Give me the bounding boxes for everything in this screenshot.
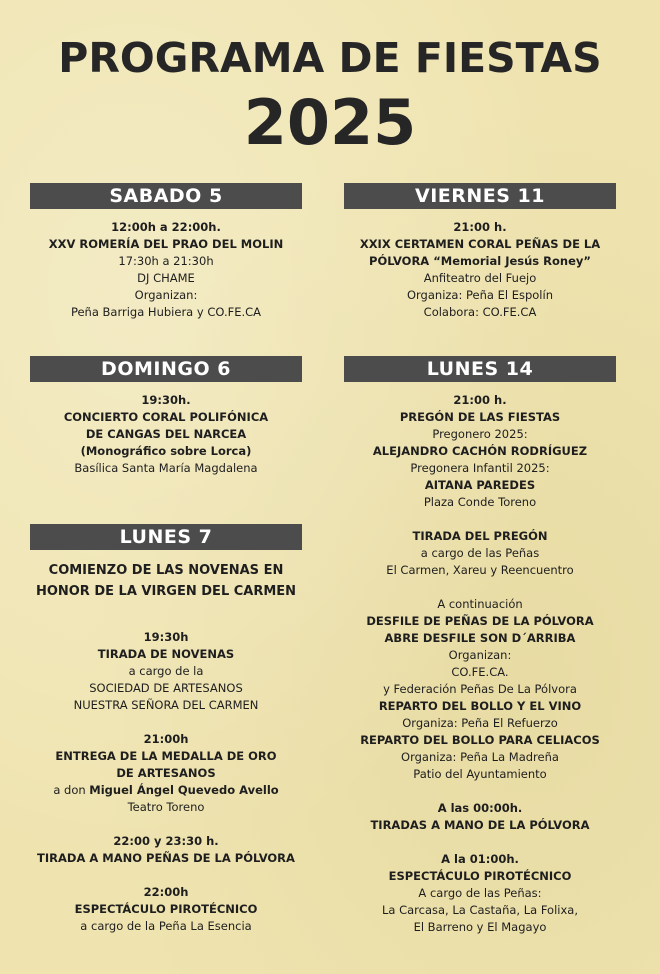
- event-title: CONCIERTO CORAL POLIFÓNICA: [63, 410, 269, 424]
- event-text: Organiza: Peña La Madreña: [401, 750, 559, 764]
- event-text: (Monográfico sobre Lorca): [80, 444, 252, 458]
- event-title: PÓLVORA “Memorial Jesús Roney”: [369, 254, 591, 268]
- section-domingo: [30, 356, 302, 477]
- event-title: PREGÓN DE LAS FIESTAS: [399, 410, 561, 424]
- event-text: CO.FE.CA.: [451, 665, 509, 679]
- event-title: ABRE DESFILE SON D´ARRIBA: [384, 631, 576, 645]
- event-time: 22:00h: [143, 885, 189, 899]
- event-text: Colabora: CO.FE.CA: [423, 305, 537, 319]
- section-sabado: [30, 183, 302, 321]
- section-header: LUNES 14: [344, 356, 616, 382]
- intro-text: HONOR DE LA VIRGEN DEL CARMEN: [35, 584, 297, 599]
- event-text: El Barreno y El Magayo: [413, 920, 547, 934]
- event-title: ENTREGA DE LA MEDALLA DE ORO: [55, 749, 277, 763]
- section-header: SABADO 5: [30, 183, 302, 209]
- event-time: A la 01:00h.: [441, 852, 519, 866]
- event-text: AITANA PAREDES: [424, 478, 536, 492]
- event-text: La Carcasa, La Castaña, La Folixa,: [381, 903, 578, 917]
- event-text: Teatro Toreno: [127, 800, 205, 814]
- event-title: ESPECTÁCULO PIROTÉCNICO: [74, 902, 258, 916]
- event-text: Peña Barriga Hubiera y CO.FE.CA: [70, 305, 262, 319]
- event-title: XXIX CERTAMEN CORAL PEÑAS DE LA: [359, 237, 601, 251]
- event-title: DJ CHAME: [137, 271, 195, 285]
- event-text: Organizan:: [448, 648, 512, 662]
- honoree-name: Miguel Ángel Quevedo Avello: [89, 783, 279, 797]
- event-time: 22:00 y 23:30 h.: [113, 834, 219, 848]
- section-header: VIERNES 11: [344, 183, 616, 209]
- section-header: LUNES 7: [30, 524, 302, 550]
- page-title: PROGRAMA DE FIESTAS: [58, 34, 602, 82]
- event-title: XXV ROMERÍA DEL PRAO DEL MOLIN: [48, 237, 284, 251]
- event-title: TIRADAS A MANO DE LA PÓLVORA: [370, 818, 590, 832]
- event-text: NUESTRA SEÑORA DEL CARMEN: [73, 698, 259, 712]
- event-time: 19:30h.: [141, 393, 191, 407]
- event-time: 19:30h: [143, 630, 189, 644]
- event-time: 12:00h a 22:00h.: [111, 220, 221, 234]
- event-text: SOCIEDAD DE ARTESANOS: [89, 681, 243, 695]
- event-title: ESPECTÁCULO PIROTÉCNICO: [388, 869, 572, 883]
- event-text: A cargo de las Peñas:: [418, 886, 542, 900]
- event-time: 17:30h a 21:30h: [118, 254, 214, 268]
- event-title: DE ARTESANOS: [116, 766, 216, 780]
- section-header: DOMINGO 6: [30, 356, 302, 382]
- event-text: Organiza: Peña El Espolín: [406, 288, 553, 302]
- event-title: DE CANGAS DEL NARCEA: [85, 427, 247, 441]
- event-title: TIRADA A MANO PEÑAS DE LA PÓLVORA: [37, 851, 295, 865]
- event-title: TIRADA DEL PREGÓN: [412, 529, 548, 543]
- event-title: REPARTO DEL BOLLO PARA CELIACOS: [360, 733, 600, 747]
- event-text: a cargo de la Peña La Esencia: [80, 919, 252, 933]
- section-viernes: [344, 183, 616, 321]
- event-text: ALEJANDRO CACHÓN RODRÍGUEZ: [372, 444, 588, 458]
- event-text: Organiza: Peña El Refuerzo: [402, 716, 558, 730]
- event-text: Basílica Santa María Magdalena: [74, 461, 258, 475]
- event-text: Plaza Conde Toreno: [423, 495, 537, 509]
- event-text: y Federación Peñas De La Pólvora: [383, 682, 577, 696]
- event-time: 21:00 h.: [453, 220, 507, 234]
- event-text-row: [30, 782, 302, 799]
- event-title: DESFILE DE PEÑAS DE LA PÓLVORA: [366, 614, 594, 628]
- event-title: REPARTO DEL BOLLO Y EL VINO: [378, 699, 582, 713]
- event-text: El Carmen, Xareu y Reencuentro: [386, 563, 574, 577]
- event-text: a don: [53, 783, 86, 797]
- event-text: a cargo de las Peñas: [420, 546, 540, 560]
- event-text: Anfiteatro del Fuejo: [423, 271, 537, 285]
- section-lunes14: [344, 356, 616, 936]
- event-time: 21:00h: [143, 732, 189, 746]
- event-text: Organizan:: [134, 288, 198, 302]
- event-title: TIRADA DE NOVENAS: [97, 647, 235, 661]
- event-text: Pregonera Infantil 2025:: [410, 461, 550, 475]
- event-text: A continuación: [437, 597, 523, 611]
- event-text: Pregonero 2025:: [432, 427, 528, 441]
- event-time: 21:00 h.: [453, 393, 507, 407]
- intro-text: COMIENZO DE LAS NOVENAS EN: [48, 563, 284, 578]
- event-time: A las 00:00h.: [437, 801, 523, 815]
- event-text: Patio del Ayuntamiento: [413, 767, 547, 781]
- page-year: 2025: [243, 86, 417, 159]
- section-lunes7: [30, 524, 302, 935]
- event-text: a cargo de la: [128, 664, 204, 678]
